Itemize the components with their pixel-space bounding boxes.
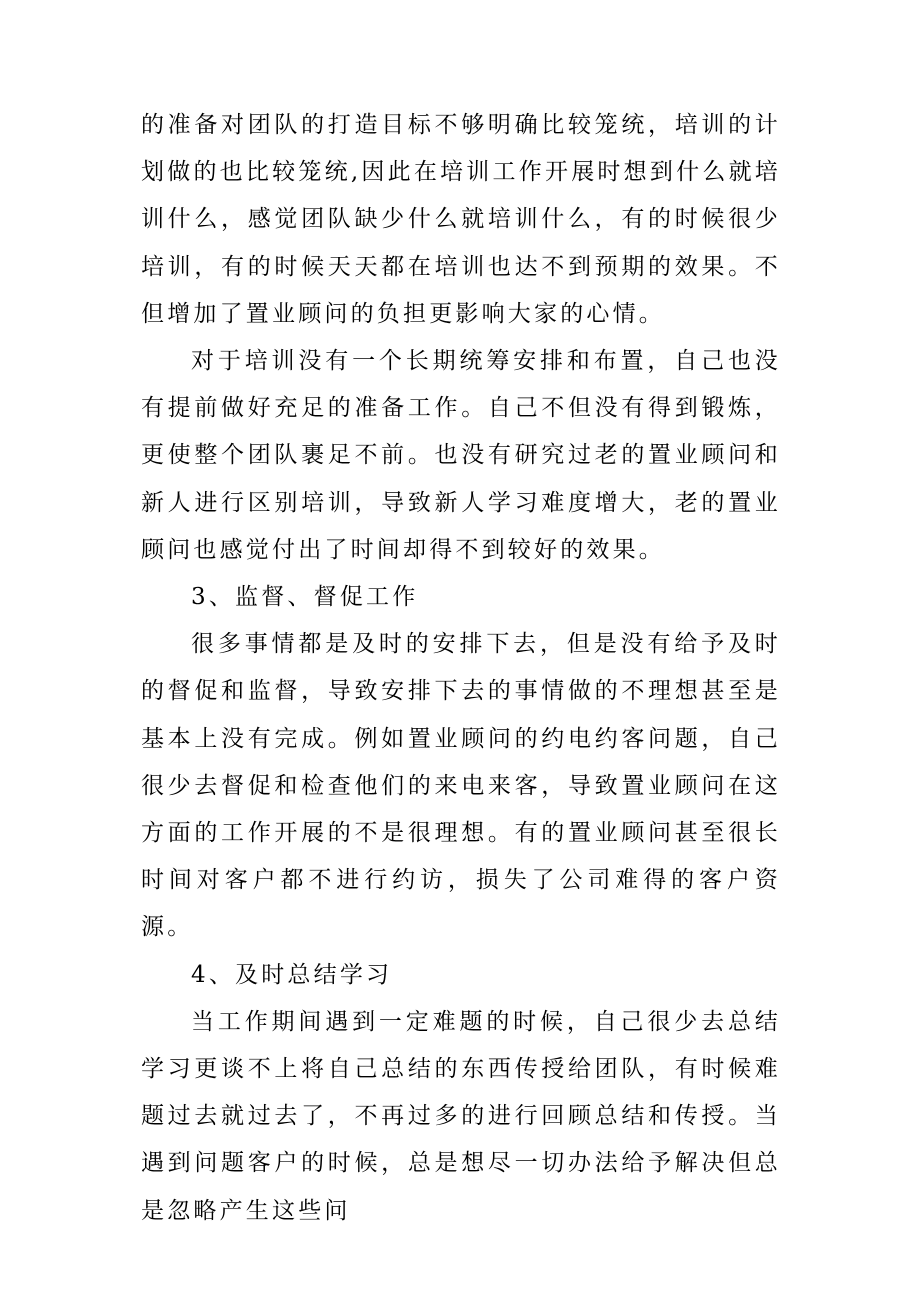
paragraph-summary: 当工作期间遇到一定难题的时候，自己很少去总结学习更谈不上将自己总结的东西传授给团队，有时候难题过去就过去了，不再过多的进行回顾总结和传授。当遇到问题客户的时候，总是想尽一切办法给予解决但总是忽略产生这些问 <box>141 1008 781 1224</box>
paragraph-training-plan: 对于培训没有一个长期统筹安排和布置，自己也没有提前做好充足的准备工作。自己不但没有得到锻炼，更使整个团队裹足不前。也没有研究过老的置业顾问和新人进行区别培训，导致新人学习难度增大，老的置业顾问也感觉付出了时间却得不到较好的效果。 <box>141 348 781 563</box>
paragraph-supervision: 很多事情都是及时的安排下去，但是没有给予及时的督促和监督，导致安排下去的事情做的不理想甚至是基本上没有完成。例如置业顾问的约电约客问题，自己很少去督促和检查他们的来电来客，导致置业顾问在这方面的工作开展的不是很理想。有的置业顾问甚至很长时间对客户都不进行约访，损失了公司难得的客户资源。 <box>141 631 781 941</box>
document-page <box>141 102 781 1235</box>
paragraph-continued: 的准备对团队的打造目标不够明确比较笼统，培训的计划做的也比较笼统,因此在培训工作开展时想到什么就培训什么，感觉团队缺少什么就培训什么，有的时候很少培训，有的时候天天都在培训也达不到预期的效果。不但增加了置业顾问的负担更影响大家的心情。 <box>141 112 781 327</box>
section-heading-supervision: 3、监督、督促工作 <box>191 584 419 611</box>
section-heading-summary: 4、及时总结学习 <box>191 961 393 988</box>
